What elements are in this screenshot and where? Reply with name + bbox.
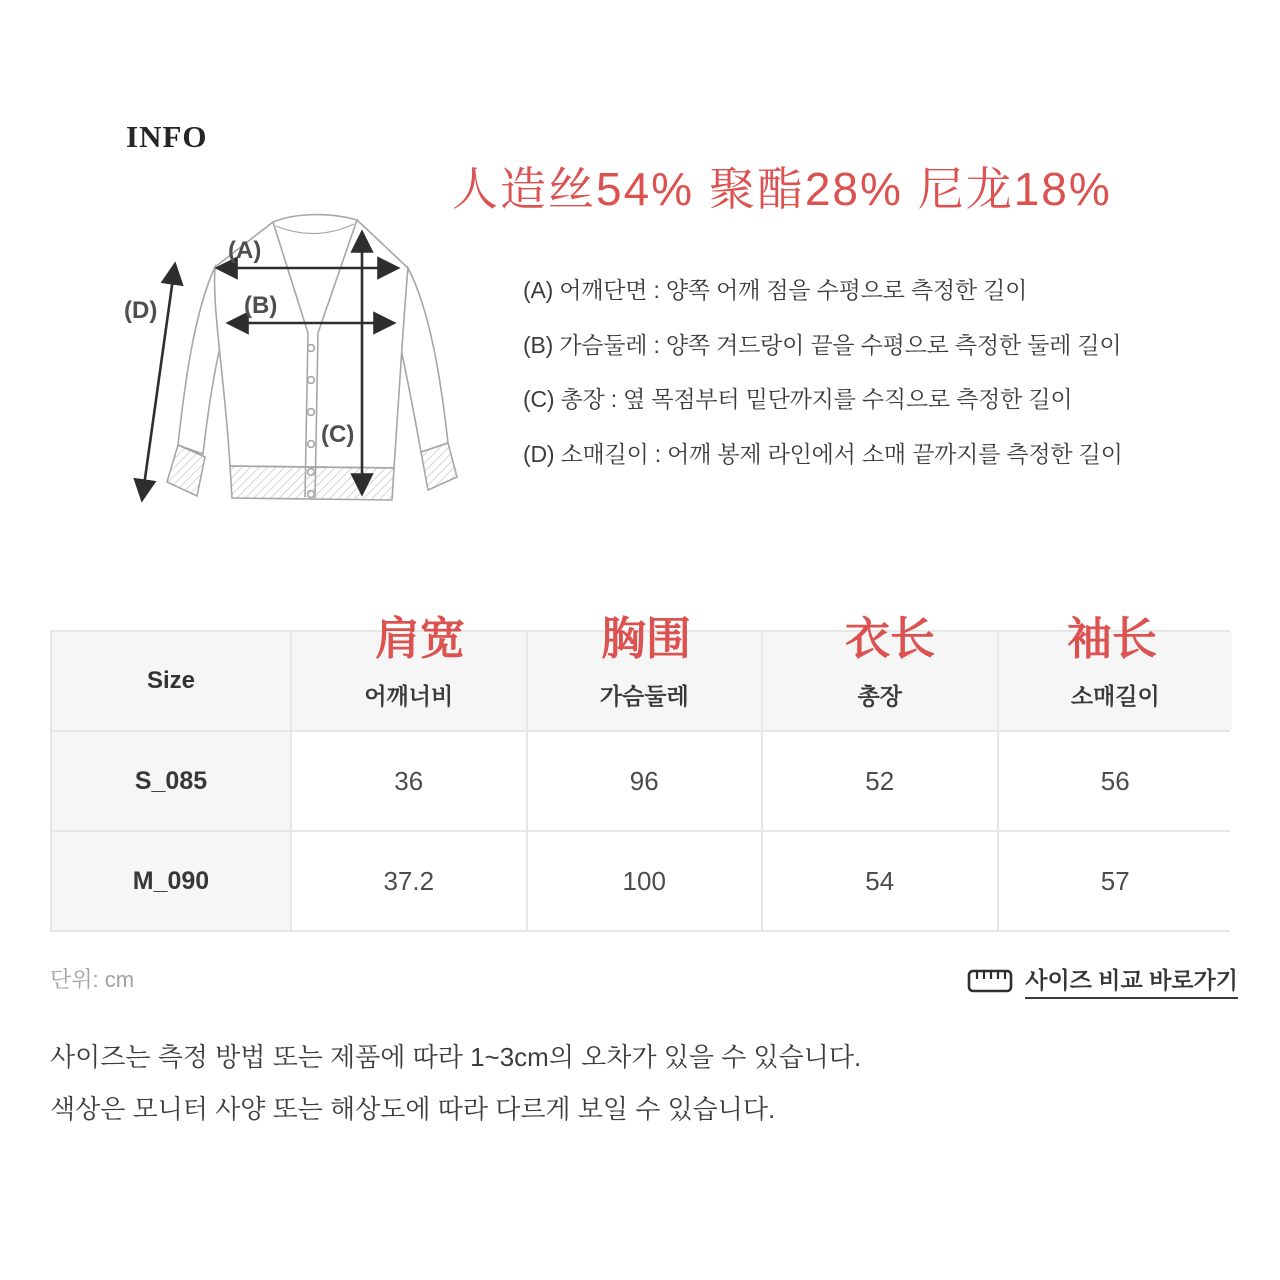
size-table-header-sleeve: 소매길이 (999, 632, 1233, 730)
diagram-label-d: (D) (124, 297, 158, 324)
size-value: 54 (763, 832, 997, 930)
measure-guide-line-d: (D) 소매길이 : 어깨 봉제 라인에서 소매 끝까지를 측정한 길이 (523, 441, 1123, 467)
size-value: 56 (999, 732, 1233, 830)
section-title: INFO (126, 119, 208, 154)
column-overlay-chest-zh: 胸围 (600, 613, 692, 664)
size-table-header-chest: 가슴둘레 (528, 632, 762, 730)
size-value: 37.2 (292, 832, 526, 930)
size-table (50, 630, 1230, 932)
unit-note: 단위: cm (50, 967, 135, 992)
ruler-icon (967, 967, 1013, 995)
color-note: 색상은 모니터 사양 또는 해상도에 따라 다르게 보일 수 있습니다. (50, 1094, 776, 1124)
size-value: 96 (528, 732, 762, 830)
column-overlay-length-zh: 衣长 (844, 613, 936, 664)
garment-measurement-diagram (110, 200, 490, 530)
diagram-label-b: (B) (244, 292, 278, 319)
size-compare-label: 사이즈 비교 바로가기 (1025, 962, 1238, 999)
cardigan-sketch (167, 215, 457, 500)
measure-guide-line-a: (A) 어깨단면 : 양쪽 어깨 점을 수평으로 측정한 길이 (523, 277, 1028, 303)
measure-guide-line-b: (B) 가슴둘레 : 양쪽 겨드랑이 끝을 수평으로 측정한 둘레 길이 (523, 332, 1122, 358)
size-table-header-length: 총장 (763, 632, 997, 730)
size-value: 57 (999, 832, 1233, 930)
size-value: 36 (292, 732, 526, 830)
size-value: 100 (528, 832, 762, 930)
column-overlay-shoulder-zh: 肩宽 (374, 613, 466, 664)
size-row-label: S_085 (52, 732, 290, 830)
diagram-label-a: (A) (228, 237, 262, 264)
size-table-header-size: Size (52, 632, 290, 730)
measure-guide-line-c: (C) 총장 : 옆 목점부터 밑단까지를 수직으로 측정한 길이 (523, 386, 1073, 412)
diagram-label-c: (C) (321, 421, 355, 448)
column-overlay-sleeve-zh: 袖长 (1066, 613, 1158, 664)
tolerance-note: 사이즈는 측정 방법 또는 제품에 따라 1~3cm의 오차가 있을 수 있습니다. (50, 1042, 862, 1072)
size-row-label: M_090 (52, 832, 290, 930)
material-composition: 人造丝54% 聚酯28% 尼龙18% (452, 163, 1112, 215)
size-compare-link[interactable] (967, 962, 1238, 999)
size-value: 52 (763, 732, 997, 830)
size-table-header-shoulder: 어깨너비 (292, 632, 526, 730)
